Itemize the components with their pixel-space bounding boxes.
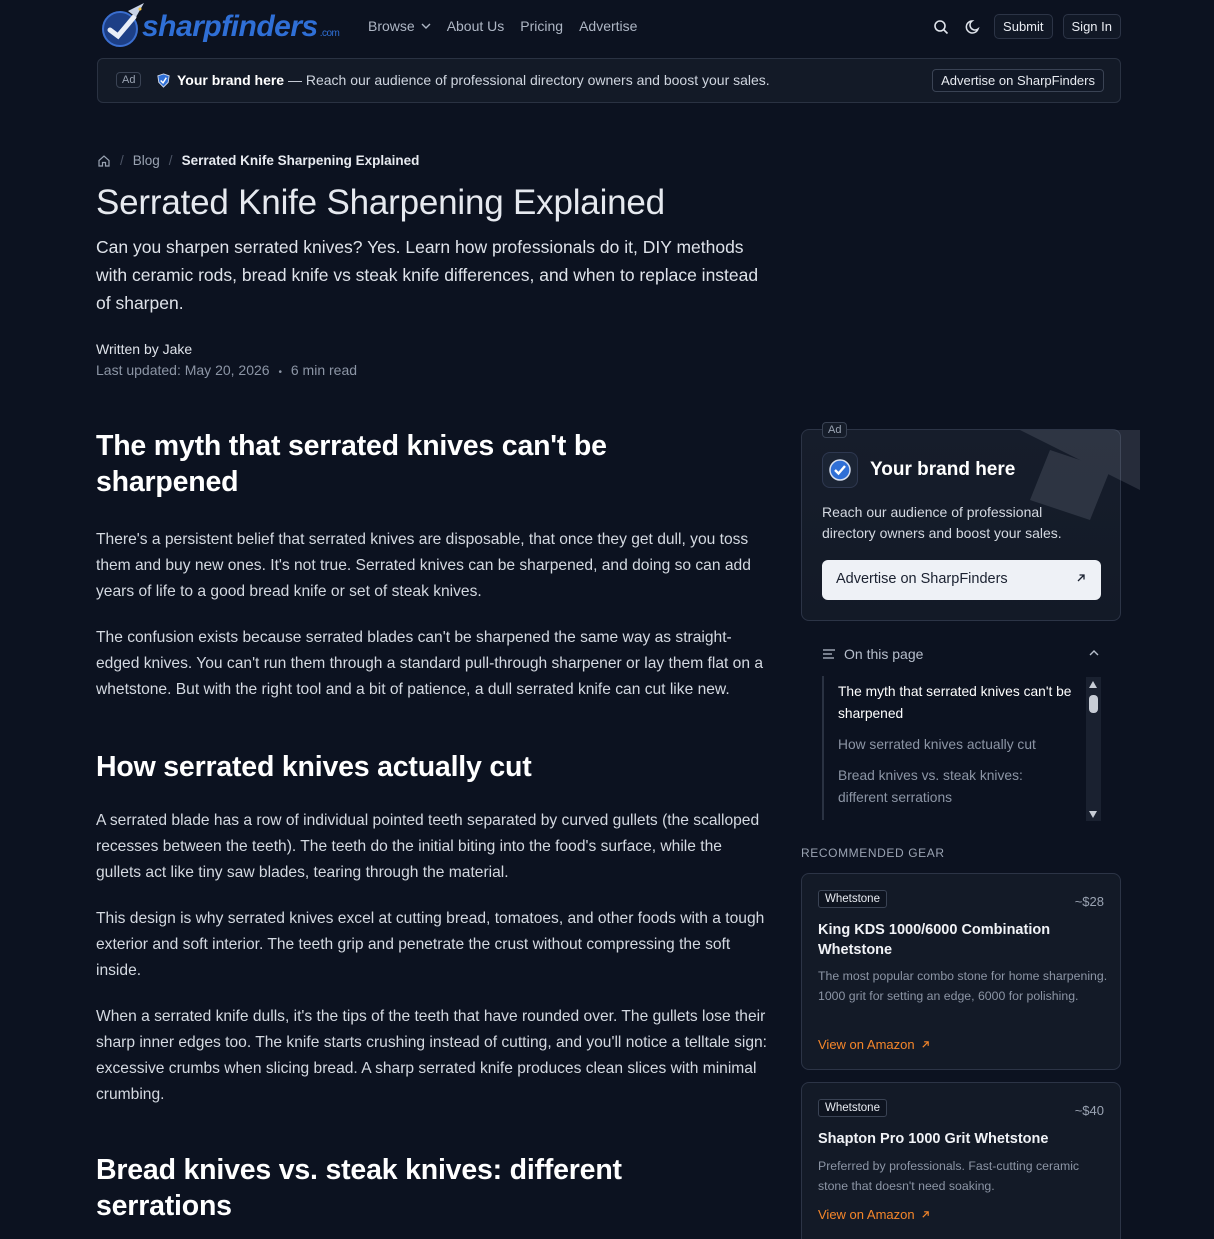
read-time: 6 min read <box>290 362 358 378</box>
ad-label: Ad <box>116 72 141 88</box>
paragraph: This design is why serrated knives excel at cutting bread, tomatoes, and other foods with a tough exterior and soft interior. The teeth grip and penetrate the crust without compressing the soft inside. <box>96 910 765 979</box>
sign-in-button[interactable]: Sign In <box>1063 14 1121 39</box>
shield-check-icon <box>156 73 171 88</box>
top-ad-banner <box>97 58 1121 103</box>
last-updated: Last updated: May 20, 2026 <box>96 362 270 378</box>
category-badge: Whetstone <box>818 890 887 908</box>
product-name[interactable]: Shapton Pro 1000 Grit Whetstone <box>818 1131 1049 1147</box>
submit-button[interactable]: Submit <box>994 14 1052 39</box>
product-description: The most popular combo stone for home sharpening. 1000 grit for setting an edge, 6000 for polishing. <box>818 969 1108 1003</box>
knife-logo-icon <box>98 3 146 51</box>
product-card <box>801 873 1121 1070</box>
theme-toggle[interactable] <box>962 16 984 38</box>
external-link-icon <box>921 1210 930 1219</box>
ad-message <box>156 72 770 88</box>
scroll-thumb[interactable] <box>1089 695 1098 713</box>
brand-logo <box>822 452 858 488</box>
breadcrumb-separator: / <box>120 153 124 168</box>
external-link-icon <box>1075 572 1087 584</box>
site-logo[interactable] <box>98 2 339 52</box>
ad-text: — Reach our audience of professional directory owners and boost your sales. <box>284 72 770 88</box>
product-description: Preferred by professionals. Fast-cutting ceramic stone that doesn't need soaking. <box>818 1159 1080 1193</box>
category-badge: Whetstone <box>818 1099 887 1117</box>
article-lede: Can you sharpen serrated knives? Yes. Learn how professionals do it, DIY methods with ceramic rods, bread knife vs steak knife differences, and when to replace instead of sharpen. <box>96 237 759 313</box>
toc-title: On this page <box>844 646 924 662</box>
search-button[interactable] <box>930 16 952 38</box>
recommended-gear-heading: RECOMMENDED GEAR <box>801 846 945 860</box>
toc-scrollbar[interactable] <box>1086 677 1101 821</box>
site-header <box>0 0 1214 56</box>
toc-item[interactable]: The myth that serrated knives can't be sharpened <box>838 684 1072 721</box>
nav-browse[interactable] <box>368 18 431 34</box>
chevron-down-icon <box>421 21 431 31</box>
meta-dot: • <box>278 367 282 378</box>
page-title: Serrated Knife Sharpening Explained <box>96 183 665 222</box>
logo-wordmark: sharpfinders .com <box>142 10 340 43</box>
main-nav <box>368 18 637 34</box>
article-body <box>96 428 771 1224</box>
sidebar-advertise-button[interactable] <box>822 560 1101 600</box>
paragraph: The confusion exists because serrated blades can't be sharpened the same way as straight-edged knives. You can't run them through a standard pull-through sharpener or lay them flat on a whetstone. But with the right tool and a bit of patience, a dull serrated knife can cut like new. <box>96 629 764 698</box>
ad-label: Ad <box>822 422 847 438</box>
breadcrumb <box>97 153 419 168</box>
nav-browse-label: Browse <box>368 18 415 34</box>
scroll-up-arrow[interactable] <box>1089 681 1097 688</box>
sidebar-ad-description: Reach our audience of professional directory owners and boost your sales. <box>822 504 1062 541</box>
section-heading: How serrated knives actually cut <box>96 751 532 783</box>
section-heading: Bread knives vs. steak knives: different serrations <box>96 1154 622 1222</box>
breadcrumb-separator: / <box>168 153 173 168</box>
product-card <box>801 1082 1121 1239</box>
product-price: ~$40 <box>1074 1103 1104 1118</box>
sidebar-advertise-label: Advertise on SharpFinders <box>836 571 1008 587</box>
ad-brand: Your brand here <box>177 72 285 88</box>
header-actions <box>930 14 1121 39</box>
amazon-link-label: View on Amazon <box>818 1037 915 1052</box>
product-name[interactable]: King KDS 1000/6000 Combination Whetstone <box>818 922 1051 958</box>
breadcrumb-current: Serrated Knife Sharpening Explained <box>181 153 420 168</box>
scroll-down-arrow[interactable] <box>1089 811 1097 818</box>
external-link-icon <box>921 1040 930 1049</box>
toc-item[interactable]: How serrated knives actually cut <box>838 737 1036 752</box>
paragraph: There's a persistent belief that serrated knives are disposable, that once they get dull, you toss them and buy new ones. It's not true. Serrated knives can be sharpened, and doing so can add years of life to a good bread knife or set of steak knives. <box>96 531 751 600</box>
amazon-link[interactable] <box>818 1037 930 1052</box>
article-meta <box>96 362 357 378</box>
amazon-link-label: View on Amazon <box>818 1207 915 1222</box>
advertise-button[interactable]: Advertise on SharpFinders <box>932 69 1104 92</box>
home-icon[interactable] <box>97 154 111 168</box>
sidebar-ad-title: Your brand here <box>870 459 1016 480</box>
shield-check-icon <box>828 458 852 482</box>
search-icon <box>933 19 949 35</box>
sidebar-ad-brand <box>822 452 1015 488</box>
sidebar-ad <box>801 424 1121 621</box>
paragraph: When a serrated knife dulls, it's the tips of the teeth that have rounded over. The gullets lose their sharp inner edges too. The knife starts crushing instead of cutting, and you'll notice a telltale sign: excessive crumbs when slicing bread. A sharp serrated knife produces clean slices with minimal crumbing. <box>96 1008 768 1103</box>
nav-about[interactable]: About Us <box>446 18 505 34</box>
product-price: ~$28 <box>1074 894 1104 909</box>
breadcrumb-blog[interactable]: Blog <box>132 153 160 168</box>
amazon-link[interactable] <box>818 1207 930 1222</box>
nav-advertise[interactable]: Advertise <box>579 18 638 34</box>
nav-pricing[interactable]: Pricing <box>520 18 564 34</box>
list-icon <box>822 648 836 660</box>
toc-list <box>822 676 1084 820</box>
chevron-up-icon[interactable] <box>1088 647 1100 659</box>
toc-active-indicator <box>822 676 824 732</box>
toc-header[interactable] <box>822 646 1100 662</box>
moon-icon <box>965 19 981 35</box>
toc-item[interactable]: Bread knives vs. steak knives: different serrations <box>838 768 1023 805</box>
section-heading: The myth that serrated knives can't be sharpened <box>96 430 607 498</box>
article-byline: Written by Jake <box>96 341 193 357</box>
paragraph: A serrated blade has a row of individual pointed teeth separated by curved gullets (the scalloped recesses between the teeth). The teeth do the initial biting into the food's surface, while the gullets act like tiny saw blades, tearing through the material. <box>96 812 760 881</box>
